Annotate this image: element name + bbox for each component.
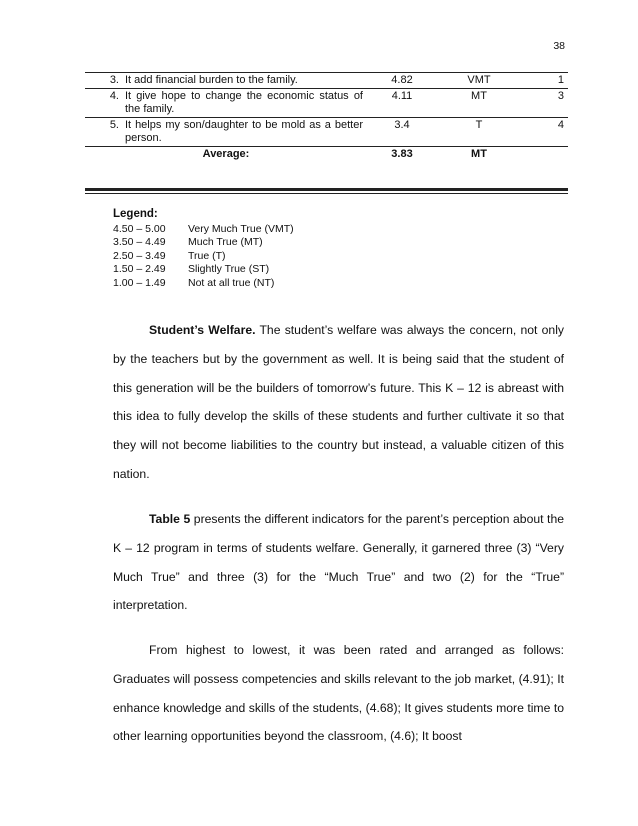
indicator-text: It add financial burden to the family. [125,74,298,86]
legend [113,208,294,290]
paragraph-text: The student’s welfare was always the concern, not only by the teachers but by the government as well. It is being said that the student of this generation will be the builders of tomorrow’s future. This K – 12 is abreast with this idea to fully develop the skills of these students and further cultivate it so that they will not become liabilities to the country but instead, a valuable citizen of this nation. [113,323,564,481]
legend-item [113,277,294,291]
legend-item [113,263,294,277]
average-label: Average: [85,147,367,163]
section-heading: Student’s Welfare. [149,323,256,337]
average-mean: 3.83 [367,147,437,163]
legend-label: True (T) [188,249,226,262]
mean-value: 4.82 [367,73,437,89]
table-row [85,89,568,118]
page-number: 38 [553,40,565,52]
rank-value: 1 [521,73,568,89]
legend-title: Legend: [113,208,158,220]
results-table [85,72,568,162]
legend-range: 1.00 – 1.49 [113,276,166,289]
legend-item [113,236,294,250]
rank-value: 3 [521,89,568,118]
paragraph-text: From highest to lowest, it was been rated and arranged as follows: Graduates will possess competencies and skills relevant to the job market, (4.91); It enhance knowledge and skills of the students, (4.68); It gives students more time to other learning opportunities beyond the classroom, (4.6); It boost [113,643,564,744]
paragraph-text: presents the different indicators for the parent’s perception about the K – 12 program in terms of students welfare. Generally, it garnered three (3) “Very Much True” and three (3) for the “Much True” and two (2) for the “True” interpretation. [113,512,564,613]
legend-range: 1.50 – 2.49 [113,263,166,275]
rank-value: 4 [521,118,568,147]
table-bottom-rule [85,188,568,191]
legend-item [113,250,294,264]
table-row [85,118,568,147]
indicator-number: 5. [109,119,119,131]
table-bottom-rule-thin [85,193,568,194]
legend-item [113,223,294,237]
paragraph-ranking [113,636,564,751]
interpretation-value: VMT [437,73,521,89]
paragraph-table-5 [113,505,564,620]
indicator-text: It helps my son/daughter to be mold as a better person. [125,119,363,144]
paragraph-students-welfare [113,316,564,489]
legend-range: 2.50 – 3.49 [113,249,166,262]
average-interpretation: MT [437,147,521,163]
legend-label: Very Much True (VMT) [188,222,294,235]
table-row [85,73,568,89]
interpretation-value: T [437,118,521,147]
interpretation-value: MT [437,89,521,118]
mean-value: 4.11 [367,89,437,118]
mean-value: 3.4 [367,118,437,147]
average-row [85,147,568,163]
legend-label: Much True (MT) [188,236,263,248]
indicator-text: It give hope to change the economic status of the family. [125,90,363,115]
table-reference: Table 5 [149,512,191,526]
legend-range: 4.50 – 5.00 [113,222,166,235]
legend-range: 3.50 – 4.49 [113,236,166,248]
legend-label: Not at all true (NT) [188,276,275,289]
indicator-number: 3. [109,74,119,86]
indicator-number: 4. [109,90,119,102]
legend-label: Slightly True (ST) [188,263,270,275]
